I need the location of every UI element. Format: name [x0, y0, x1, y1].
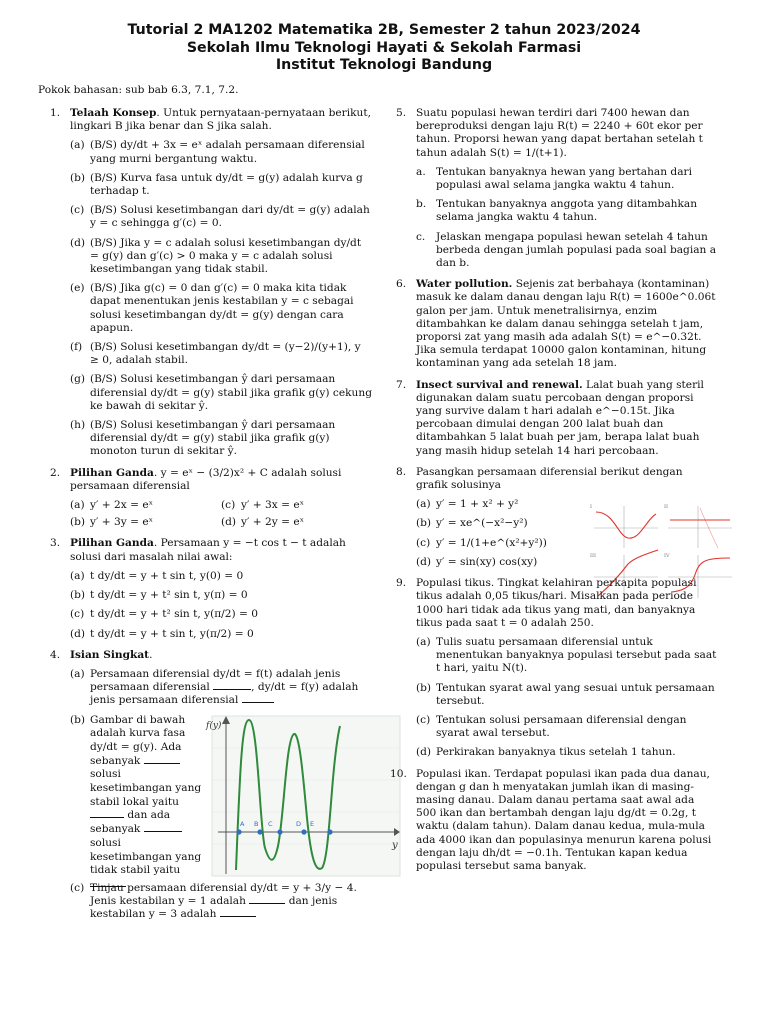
- item-text-block: [90, 714, 202, 892]
- item-label: (g): [70, 373, 86, 386]
- graph-label-iii: III: [590, 553, 596, 560]
- option-d: [221, 516, 372, 529]
- list-item: [416, 682, 717, 708]
- item-text: solusi kesetimbangan yang stabil lokal yaitu: [90, 768, 202, 808]
- point-label-b: B: [254, 819, 259, 828]
- item-text: (B/S) Solusi kesetimbangan dari dy/dt = g(y) adalah y = c sehingga g′(c) = 0.: [90, 204, 370, 230]
- option-text: t dy/dt = y + t sin t, y(0) = 0: [90, 569, 244, 582]
- option-label: (d): [70, 627, 86, 640]
- answer-blank[interactable]: [144, 831, 182, 832]
- item-label: (e): [70, 282, 85, 295]
- problem-2: [50, 467, 372, 530]
- item-text: (B/S) Solusi kesetimbangan ŷ dari persamaan diferensial dy/dt = g(y) stabil jika grafik g(y) monoton turun di sekitar ŷ.: [90, 419, 336, 458]
- item-text: y′ = xe^(−x²−y²): [436, 517, 528, 530]
- problem-text: Lalat buah yang steril digunakan dalam suatu percobaan dengan proporsi yang survive dalam t hari adalah e^−0.15t. Jika percobaan dimulai dengan 200 lalat buah dan ditambahkan 5 lalat buah per jam, berapa lalat buah yang masih hidup setelah 14 hari percobaan.: [416, 378, 704, 457]
- problem-10: [390, 767, 717, 874]
- list-item: [70, 172, 372, 198]
- item-label: (b): [416, 681, 432, 694]
- item-label: (f): [70, 341, 83, 354]
- problem-title: Insect survival and renewal.: [416, 378, 583, 391]
- item-label: a.: [416, 165, 426, 178]
- answer-blank[interactable]: [213, 689, 251, 690]
- item-text: y′ = sin(xy) cos(xy): [436, 555, 538, 568]
- list-item: [70, 204, 372, 230]
- problem-intro: Suatu populasi hewan terdiri dari 7400 hewan dan bereproduksi dengan laju R(t) = 2240 + 60t ekor per tahun. Proporsi hewan yang dapat bertahan setelah t tahun adalah S(t) = 1/(t+1).: [416, 107, 703, 159]
- topic-line: Pokok bahasan: sub bab 6.3, 7.1, 7.2.: [38, 84, 239, 96]
- item-label: (d): [70, 236, 86, 249]
- header-course: Tutorial 2 MA1202 Matematika 2B, Semester 2 tahun 2023/2024: [127, 22, 641, 38]
- list-item: [70, 341, 372, 367]
- problem-text: Sejenis zat berbahaya (kontaminan) masuk ke dalam danau dengan laju R(t) = 1600e^0.06t galon per jam. Untuk menetralisirnya, enzim ditambahkan ke dalam danau sehingga setelah t jam, proporsi zat yang masih ada adalah S(t) = e^−0.32t. Jika semula terdapat 10000 galon kontaminan, hitung kontaminan yang ada setelah 18 jam.: [416, 278, 716, 370]
- equilibrium-point-b: [257, 829, 262, 834]
- document-header: [0, 22, 768, 75]
- item-label: (h): [70, 419, 86, 432]
- x-axis-label: y: [392, 839, 398, 851]
- option-text: t dy/dt = y + t² sin t, y(π) = 0: [90, 589, 248, 602]
- problem-intro: Populasi tikus. Tingkat kelahiran perkapita populasi tikus adalah 0,05 tikus/hari. Misalkan pada periode 1000 hari tidak ada tikus yang mati, dan banyaknya tikus pada saat t = 0 adalah 250.: [416, 577, 697, 629]
- list-item: [70, 373, 372, 413]
- option-label: (d): [221, 516, 237, 529]
- graph-label-i: I: [590, 504, 592, 511]
- problem-intro: Pasangkan persamaan diferensial berikut dengan grafik solusinya: [416, 465, 683, 492]
- item-text: Tentukan syarat awal yang sesuai untuk persamaan tersebut.: [436, 681, 715, 707]
- item-text: solusi kesetimbangan yang tidak stabil yaitu: [90, 836, 202, 877]
- item-label: (b): [416, 517, 432, 530]
- problem-9-items: [416, 636, 717, 760]
- item-label: (c): [416, 536, 431, 549]
- item-label: (b): [70, 171, 86, 184]
- list-item: [416, 746, 717, 759]
- list-item: [416, 517, 568, 530]
- problem-title: Isian Singkat: [70, 648, 150, 661]
- problem-9: [396, 577, 717, 759]
- problem-3: [50, 537, 372, 640]
- answer-blank[interactable]: [220, 916, 256, 917]
- item-label: (c): [416, 713, 431, 726]
- item-label: (a): [70, 667, 85, 680]
- problem-6: [396, 278, 717, 370]
- problem-intro: . Persamaan y = −t cos t − t adalah solusi dari masalah nilai awal:: [70, 537, 346, 563]
- item-text: Tentukan banyaknya hewan yang bertahan dari populasi awal selama jangka waktu 4 tahun.: [436, 165, 692, 192]
- option-d: [70, 628, 372, 641]
- option-c: [70, 608, 372, 621]
- option-text: y′ + 3y = eˣ: [90, 516, 154, 529]
- option-b: [70, 516, 221, 529]
- list-item: [70, 282, 372, 335]
- item-text: Tentukan banyaknya anggota yang ditambahkan selama jangka waktu 4 tahun.: [436, 198, 698, 224]
- problem-4-items: [70, 667, 398, 921]
- left-column: [50, 107, 398, 929]
- header-institute: Institut Teknologi Bandung: [275, 57, 493, 74]
- problem-number: 8.: [396, 465, 407, 478]
- y-axis-label: f(y): [206, 720, 222, 731]
- item-text: Tentukan solusi persamaan diferensial dengan syarat awal tersebut.: [436, 713, 687, 740]
- equilibrium-point-c: [277, 829, 282, 834]
- problem-1-items: [70, 139, 372, 458]
- problem-1: [50, 107, 372, 459]
- problem-number: 5.: [396, 107, 407, 119]
- item-text: (B/S) Solusi kesetimbangan ŷ dari persamaan diferensial dy/dt = g(y) stabil jika grafik g(y) cekung ke bawah di sekitar ŷ.: [90, 373, 372, 412]
- answer-blank[interactable]: [249, 903, 285, 904]
- problem-intro: . y = eˣ − (3/2)x² + C adalah solusi persamaan diferensial: [70, 466, 342, 492]
- problem-number: 10.: [390, 767, 407, 780]
- problem-2-options: [70, 499, 372, 529]
- list-item: [416, 636, 717, 676]
- graph-label-ii: II: [664, 504, 668, 511]
- item-4b: [70, 713, 398, 882]
- item-text: Perkirakan banyaknya tikus setelah 1 tahun.: [436, 746, 676, 759]
- answer-blank[interactable]: [242, 702, 274, 703]
- item-text: (B/S) Jika y = c adalah solusi kesetimbangan dy/dt = g(y) dan g′(c) > 0 maka y = c adalah solusi kesetimbangan yang tidak stabil.: [90, 236, 362, 276]
- problem-title: Water pollution.: [416, 278, 513, 291]
- item-text: Tinjau persamaan diferensial dy/dt = y + 3/y − 4. Jenis kestabilan y = 1 adalah: [90, 881, 357, 907]
- item-text: y′ = 1/(1+e^(x²+y²)): [436, 536, 547, 549]
- problem-8: [396, 466, 717, 569]
- problem-8-body: [416, 498, 717, 569]
- equilibrium-point-d: [301, 829, 306, 834]
- item-label: (d): [416, 555, 432, 568]
- item-4a: [70, 668, 372, 708]
- item-label: (a): [416, 498, 431, 511]
- option-a: [70, 570, 372, 583]
- point-label-a: A: [240, 819, 245, 828]
- item-text: (B/S) dy/dt + 3x = eˣ adalah persamaan diferensial yang murni bergantung waktu.: [90, 139, 365, 165]
- item-text: dan ada sebanyak: [90, 809, 171, 836]
- problem-number: 1.: [50, 107, 61, 119]
- option-label: (c): [221, 499, 236, 512]
- item-text: y′ = 1 + x² + y²: [436, 498, 519, 511]
- item-text: Tulis suatu persamaan diferensial untuk menentukan banyaknya populasi tersebut pada saat t hari, yaitu N(t).: [436, 635, 717, 675]
- item-4c: [70, 882, 372, 922]
- problem-5: [396, 107, 717, 270]
- problem-number: 4.: [50, 648, 61, 661]
- item-label: (a): [70, 139, 85, 152]
- problem-number: 7.: [396, 378, 407, 391]
- list-item: [70, 419, 372, 459]
- header-school: Sekolah Ilmu Teknologi Hayati & Sekolah Farmasi: [186, 39, 582, 56]
- option-a: [70, 499, 221, 512]
- problem-4: 4. Isian Singkat. (a) Persamaan diferensial dy/dt = f(t) adalah jenis persamaan diferensial , dy/dt = f(y) adalah jenis persamaan diferensial (b) Gambar di bawah adalah kurva fasa dy/dt = g(y). Ada sebanyak solusi kesetimbangan yang stabil lokal yaitu dan ada sebanyak solusi kesetimbangan yang tidak stabil yaitu f(y) y A B C D E (c) Tinjau persamaan diferensial dy/dt = y + 3/y − 4. Jenis kestabilan y = 1 adalah dan jenis kestabilan y = 3 adalah: [50, 649, 372, 921]
- item-text: Gambar di bawah adalah kurva fasa dy/dt = g(y). Ada sebanyak: [90, 713, 186, 767]
- phase-curve-graph: [196, 708, 404, 882]
- item-text: (B/S) Jika g(c) = 0 dan g′(c) = 0 maka kita tidak dapat menentukan jenis kestabilan y = c sebagai solusi kesetimbangan dy/dt = g(y) dengan cara apapun.: [90, 282, 354, 334]
- problem-7: [396, 379, 717, 458]
- item-label: (a): [416, 635, 431, 648]
- answer-blank[interactable]: [90, 817, 124, 818]
- problem-number: 2.: [50, 466, 61, 479]
- answer-blank[interactable]: [144, 763, 180, 764]
- graph-label-iv: IV: [664, 553, 670, 560]
- option-text: y′ + 3x = eˣ: [241, 499, 305, 512]
- item-text: dan jenis kestabilan y = 3 adalah: [90, 894, 338, 920]
- equilibrium-point-e: [327, 829, 332, 834]
- problem-5-items: [416, 166, 717, 270]
- option-text: y′ + 2x = eˣ: [90, 499, 154, 512]
- problem-number: 9.: [396, 577, 407, 590]
- list-item: [416, 198, 717, 224]
- list-item: [416, 166, 717, 192]
- option-text: y′ + 2y = eˣ: [241, 516, 305, 529]
- list-item: [416, 537, 568, 550]
- item-label: (b): [70, 713, 86, 726]
- list-item: [416, 231, 717, 271]
- item-text: Jelaskan mengapa populasi hewan setelah 4 tahun berbeda dengan jumlah populasi pada soal bagian a dan b.: [436, 230, 717, 270]
- list-item: [70, 139, 372, 165]
- item-text: (B/S) Kurva fasa untuk dy/dt = g(y) adalah kurva g terhadap t.: [90, 171, 363, 198]
- list-item: [416, 714, 717, 740]
- graph-i-curve: [596, 512, 656, 538]
- option-text: t dy/dt = y + t² sin t, y(π/2) = 0: [90, 608, 258, 621]
- item-label: (d): [416, 746, 432, 759]
- option-b: [70, 589, 372, 602]
- list-item: [416, 498, 568, 511]
- item-label: (c): [70, 881, 85, 894]
- point-label-c: C: [268, 819, 273, 828]
- item-label: (c): [70, 204, 85, 217]
- problem-number: 6.: [396, 278, 407, 291]
- option-label: (a): [70, 569, 85, 582]
- equilibrium-point-a: [236, 829, 241, 834]
- point-label-e: E: [310, 819, 315, 828]
- list-item: [70, 237, 372, 277]
- problem-text: Populasi ikan. Terdapat populasi ikan pada dua danau, dengan g dan h menyatakan jumlah ikan di masing-masing danau. Dalam danau pertama saat awal ada 500 ikan dan bertambah dengan laju dg/dt = 0.2g, t waktu (dalam tahun). Dalam danau kedua, mula-mula ada 4000 ikan dan populasinya menurun karena polusi dengan laju dh/dt = −0.1h. Tentukan kapan kedua populasi tersebut sama banyak.: [416, 767, 712, 872]
- problem-title: Pilihan Ganda: [70, 537, 154, 550]
- problem-intro: . Untuk pernyataan-pernyataan berikut, lingkari B jika benar dan S jika salah.: [70, 107, 371, 133]
- item-text: , dy/dt = f(y) adalah jenis persamaan diferensial: [90, 681, 359, 707]
- item-text: (B/S) Solusi kesetimbangan dy/dt = (y−2)/(y+1), y ≥ 0, adalah stabil.: [90, 341, 361, 367]
- problem-title: Pilihan Ganda: [70, 466, 154, 479]
- option-c: [221, 499, 372, 512]
- item-label: b.: [416, 198, 427, 211]
- problem-3-options: [70, 570, 372, 641]
- option-label: (b): [70, 516, 86, 529]
- option-label: (b): [70, 589, 86, 602]
- item-text: Persamaan diferensial dy/dt = f(t) adalah jenis persamaan diferensial: [90, 667, 341, 694]
- item-label: c.: [416, 230, 426, 243]
- list-item: [416, 556, 568, 569]
- point-label-d: D: [296, 819, 302, 828]
- option-label: (c): [70, 608, 85, 621]
- problem-8-items: [416, 498, 568, 569]
- right-column: [390, 107, 717, 881]
- problem-number: 3.: [50, 537, 61, 550]
- option-label: (a): [70, 499, 85, 512]
- option-text: t dy/dt = y + t sin t, y(π/2) = 0: [90, 627, 254, 640]
- problem-title: Telaah Konsep: [70, 107, 157, 119]
